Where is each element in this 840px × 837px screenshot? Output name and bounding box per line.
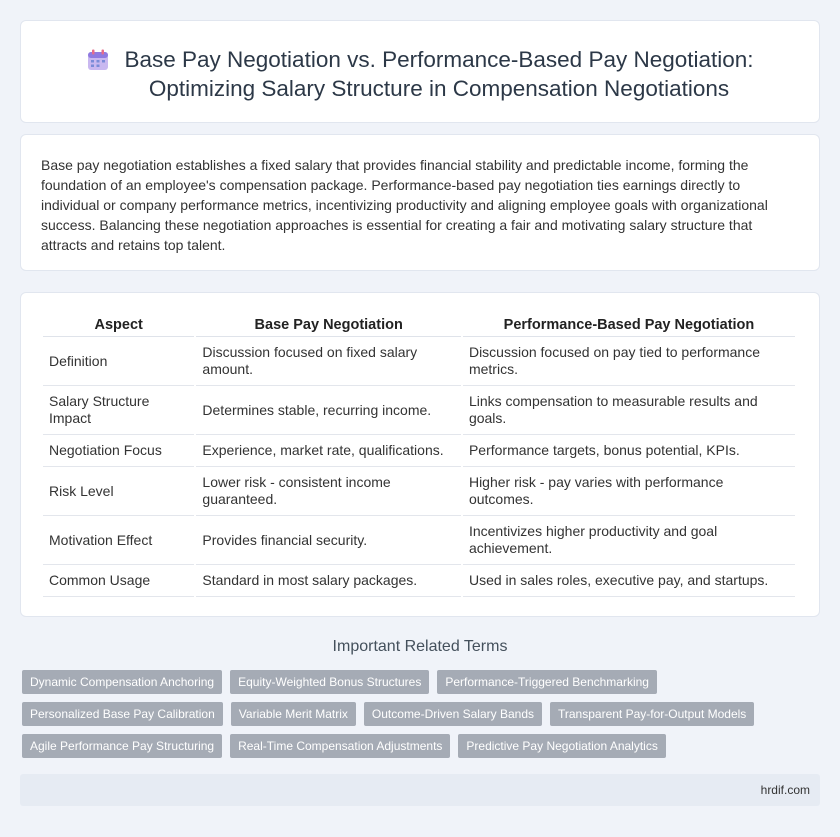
table-row [43,467,795,516]
tag-link[interactable]: Variable Merit Matrix [231,702,356,726]
table-row [43,516,795,565]
footer [20,774,820,806]
header-base-pay: Base Pay Negotiation [196,313,461,337]
tag-link[interactable]: Personalized Base Pay Calibration [22,702,223,726]
comparison-table-card [20,292,820,617]
table-row [43,435,795,467]
tag-row [22,670,812,694]
table-cell: Standard in most salary packages. [196,565,461,597]
tag-link[interactable]: Predictive Pay Negotiation Analytics [458,734,665,758]
table-header-row [43,313,795,337]
table-row [43,337,795,386]
table-cell: Common Usage [43,565,194,597]
page-title [124,45,753,103]
tag-link[interactable]: Agile Performance Pay Structuring [22,734,222,758]
table-cell: Determines stable, recurring income. [196,386,461,435]
table-cell: Provides financial security. [196,516,461,565]
intro-card [20,134,820,271]
tag-link[interactable]: Dynamic Compensation Anchoring [22,670,222,694]
table-cell: Links compensation to measurable results and goals. [463,386,795,435]
calendar-icon [86,48,110,72]
tag-link[interactable]: Outcome-Driven Salary Bands [364,702,542,726]
title-card [20,20,820,123]
title-line-2: Optimizing Salary Structure in Compensation Negotiations [148,76,730,101]
table-cell: Higher risk - pay varies with performance outcomes. [463,467,795,516]
tag-link[interactable]: Transparent Pay-for-Output Models [550,702,754,726]
title-line-1: Base Pay Negotiation vs. Performance-Based Pay Negotiation: [124,47,754,72]
tag-row [22,702,812,726]
tag-row [22,734,812,758]
tag-link[interactable]: Performance-Triggered Benchmarking [437,670,657,694]
table-cell: Definition [43,337,194,386]
table-cell: Lower risk - consistent income guaranteed. [196,467,461,516]
table-cell: Risk Level [43,467,194,516]
table-cell: Discussion focused on fixed salary amount. [196,337,461,386]
related-tags [22,670,812,766]
table-cell: Used in sales roles, executive pay, and startups. [463,565,795,597]
comparison-table [41,313,797,597]
table-cell: Motivation Effect [43,516,194,565]
related-terms-section [0,638,840,670]
table-row [43,565,795,597]
table-cell: Discussion focused on pay tied to performance metrics. [463,337,795,386]
header-aspect: Aspect [43,313,194,337]
table-cell: Incentivizes higher productivity and goal achievement. [463,516,795,565]
table-cell: Negotiation Focus [43,435,194,467]
table-cell: Experience, market rate, qualifications. [196,435,461,467]
intro-paragraph: Base pay negotiation establishes a fixed salary that provides financial stability and predictable income, forming the foundation of an employee's compensation package. Performance-based pay negotiation ties earnings directly to individual or company performance metrics, incentivizing productivity and aligning employee goals with organizational success. Balancing these negotiation approaches is essential for creating a fair and motivating salary structure that attracts and retains top talent. [41,157,768,253]
tag-link[interactable]: Equity-Weighted Bonus Structures [230,670,429,694]
related-terms-title: Important Related Terms [332,638,508,655]
header-performance-pay: Performance-Based Pay Negotiation [463,313,795,337]
table-cell: Performance targets, bonus potential, KPIs. [463,435,795,467]
table-row [43,386,795,435]
table-cell: Salary Structure Impact [43,386,194,435]
tag-link[interactable]: Real-Time Compensation Adjustments [230,734,450,758]
footer-site-link[interactable]: hrdif.com [760,783,810,797]
